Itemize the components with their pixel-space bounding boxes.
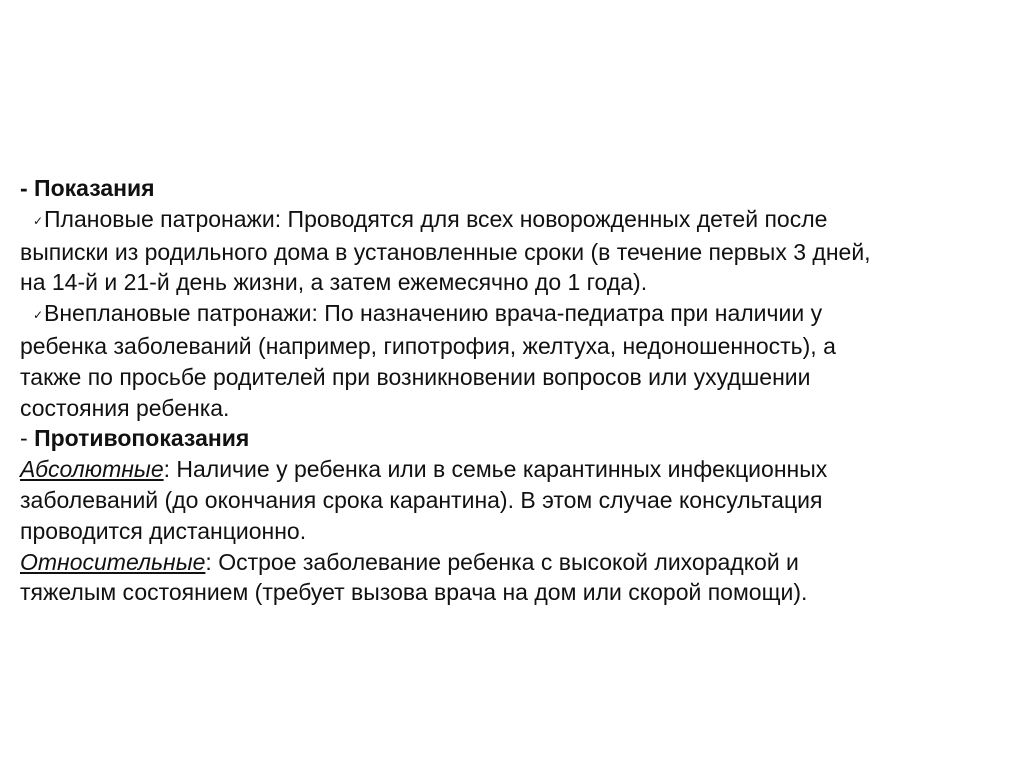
absolute-label: Абсолютные [20, 456, 164, 483]
absolute-text-1: : Наличие у ребенка или в семье карантинных инфекционных [163, 456, 828, 483]
planned-visits-line-3: на 14-й и 21-й день жизни, а затем ежемесячно до 1 года). [20, 269, 648, 296]
relative-line-2: тяжелым состоянием (требует вызова врача на дом или скорой помощи). [20, 579, 808, 606]
check-bullet-icon: ✓ [33, 308, 44, 323]
unplanned-visits-line-2: ребенка заболеваний (например, гипотрофия, желтуха, недоношенность), а [20, 332, 836, 359]
unplanned-visits-line-1 [20, 298, 1010, 331]
planned-visits-line-1 [20, 204, 1010, 237]
planned-visits-line-2: выписки из родильного дома в установленные сроки (в течение первых 3 дней, [20, 238, 871, 265]
absolute-line-2: заболеваний (до окончания срока карантина). В этом случае консультация [20, 486, 823, 513]
indications-heading: - Показания [20, 175, 155, 201]
unplanned-visits-line-3: также по просьбе родителей при возникновении вопросов или ухудшении [20, 363, 811, 390]
relative-text-1: : Острое заболевание ребенка с высокой лихорадкой и [205, 548, 799, 575]
absolute-contraindications [20, 454, 1010, 546]
slide-text-body [20, 173, 1010, 608]
relative-line-1 [20, 547, 1010, 578]
contraindications-title: Противопоказания [34, 425, 250, 452]
relative-contraindications [20, 547, 1010, 609]
absolute-line-1 [20, 454, 1010, 485]
unplanned-visits-text-1: Внеплановые патронажи: По назначению врача-педиатра при наличии у [44, 300, 823, 327]
absolute-line-3: проводится дистанционно. [20, 517, 307, 544]
planned-visits-item [20, 204, 1010, 298]
check-bullet-icon: ✓ [33, 213, 44, 228]
relative-label: Относительные [20, 548, 206, 575]
planned-visits-text-1: Плановые патронажи: Проводятся для всех новорожденных детей после [44, 205, 828, 232]
contraindications-heading [20, 423, 1010, 454]
unplanned-visits-line-4: состояния ребенка. [20, 394, 230, 421]
unplanned-visits-item [20, 298, 1010, 423]
contraindications-dash: - [20, 425, 35, 452]
